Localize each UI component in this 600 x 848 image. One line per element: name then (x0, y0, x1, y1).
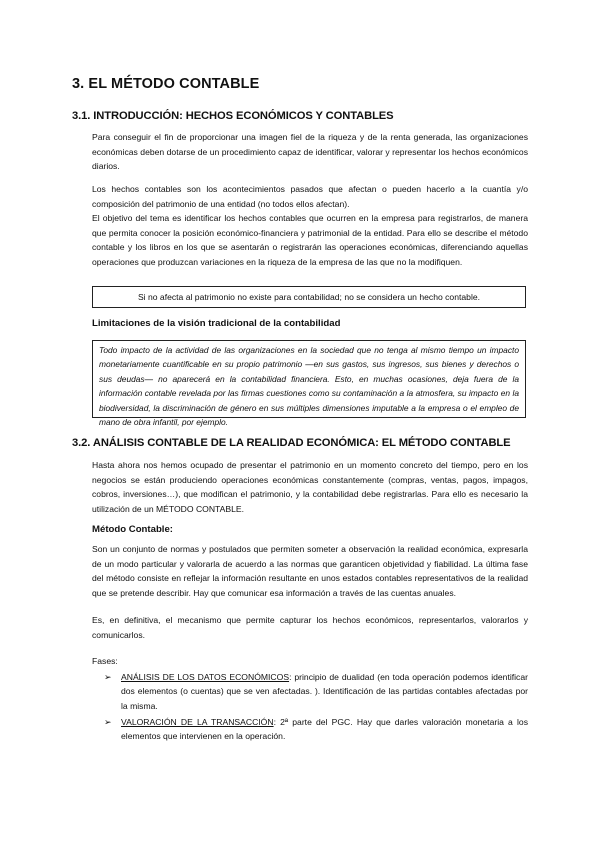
section-2-heading: 3.2. ANÁLISIS CONTABLE DE LA REALIDAD ECONÓMICA: EL MÉTODO CONTABLE (72, 437, 511, 449)
method-heading: Método Contable: (92, 524, 174, 535)
note-box-text: Si no afecta al patrimonio no existe para contabilidad; no se considera un hecho contable. (137, 292, 481, 302)
phase-item (104, 670, 528, 713)
arrow-bullet-icon: ➢ (104, 717, 112, 727)
limits-box (92, 340, 526, 428)
method-paragraph-1: Son un conjunto de normas y postulados que permiten someter a observación la realidad económica, expresarla de un modo particular y valorarla de acuerdo a las normas que garanticen objetividad y fiabilidad. La última fase del método consiste en reflejar la información resultante en unos estados contables representativos de la realidad que se pretende describir. Hay que comunicar esa información a través de las cuentas anuales. (92, 544, 528, 598)
page-title: 3. EL MÉTODO CONTABLE (72, 76, 260, 92)
phase-title: ANÁLISIS DE LOS DATOS ECONÓMICOS (121, 672, 290, 682)
phase-item (104, 715, 528, 744)
note-box (92, 286, 526, 308)
section-1-paragraph-3: El objetivo del tema es identificar los hechos contables que ocurren en la empresa para registrarlos, de manera que permita conocer la posición económico-financiera y patrimonial de la entidad. Para ello se describe el método contable y los libros en los que se asentarán o registrarán las operaciones económicas, diferenciando aquellas operaciones que produzcan variaciones en la riqueza de la empresa de las que no la modifiquen. (92, 213, 528, 267)
limits-text: Todo impacto de la actividad de las organizaciones en la sociedad que no tenga al mismo tiempo un impacto monetariamente cuantificable en su propio patrimonio —en sus gastos, sus ingresos, sus bienes y derechos o sus deudas— no aparecerá en la contabilidad financiera. Esto, en muchas ocasiones, deja fuera de la información contable revelada por las firmas cuestiones como su contaminación a la atmosfera, su impacto en la biodiversidad, la discriminación de género en sus múltiples dimensiones imputable a la empresa o el empleo de mano de obra infantil, por ejemplo. (99, 345, 519, 428)
phase-title: VALORACIÓN DE LA TRANSACCIÓN (121, 717, 274, 727)
limits-heading: Limitaciones de la visión tradicional de la contabilidad (92, 318, 341, 329)
phases-label: Fases: (92, 656, 118, 666)
phase-text: : principio de dualidad (en toda operación podemos identificar dos elementos (o cuentas) que se ven afectadas. ). Identificación de las partidas contables afectadas por la misma. (121, 672, 528, 711)
method-paragraph-2: Es, en definitiva, el mecanismo que permite capturar los hechos económicos, representarlos, valorarlos y comunicarlos. (92, 615, 528, 640)
section-1-paragraph-1: Para conseguir el fin de proporcionar una imagen fiel de la riqueza y de la renta generada, las organizaciones económicas deben dotarse de un procedimiento capaz de identificar, valorar y representar los hechos económicos diarios. (92, 132, 528, 172)
arrow-bullet-icon: ➢ (104, 672, 112, 682)
phase-text: : 2ª parte del PGC. Hay que darles valoración monetaria a los elementos que intervienen en la operación. (121, 717, 528, 742)
section-1-heading: 3.1. INTRODUCCIÓN: HECHOS ECONÓMICOS Y CONTABLES (72, 110, 394, 122)
section-1-paragraph-2: Los hechos contables son los acontecimientos pasados que afectan o pueden hacerlo a la cuantía y/o composición del patrimonio de una entidad (no todos ellos afectan). (92, 184, 528, 209)
section-2-paragraph-1: Hasta ahora nos hemos ocupado de presentar el patrimonio en un momento concreto del tiempo, pero en los negocios se están produciendo operaciones económicas constantemente (compras, ventas, pagos, impagos, cobros, inversiones…), que modifican el patrimonio, y la contabilidad debe registrarlas. Para ello es necesario la utilización de un MÉTODO CONTABLE. (92, 460, 528, 514)
